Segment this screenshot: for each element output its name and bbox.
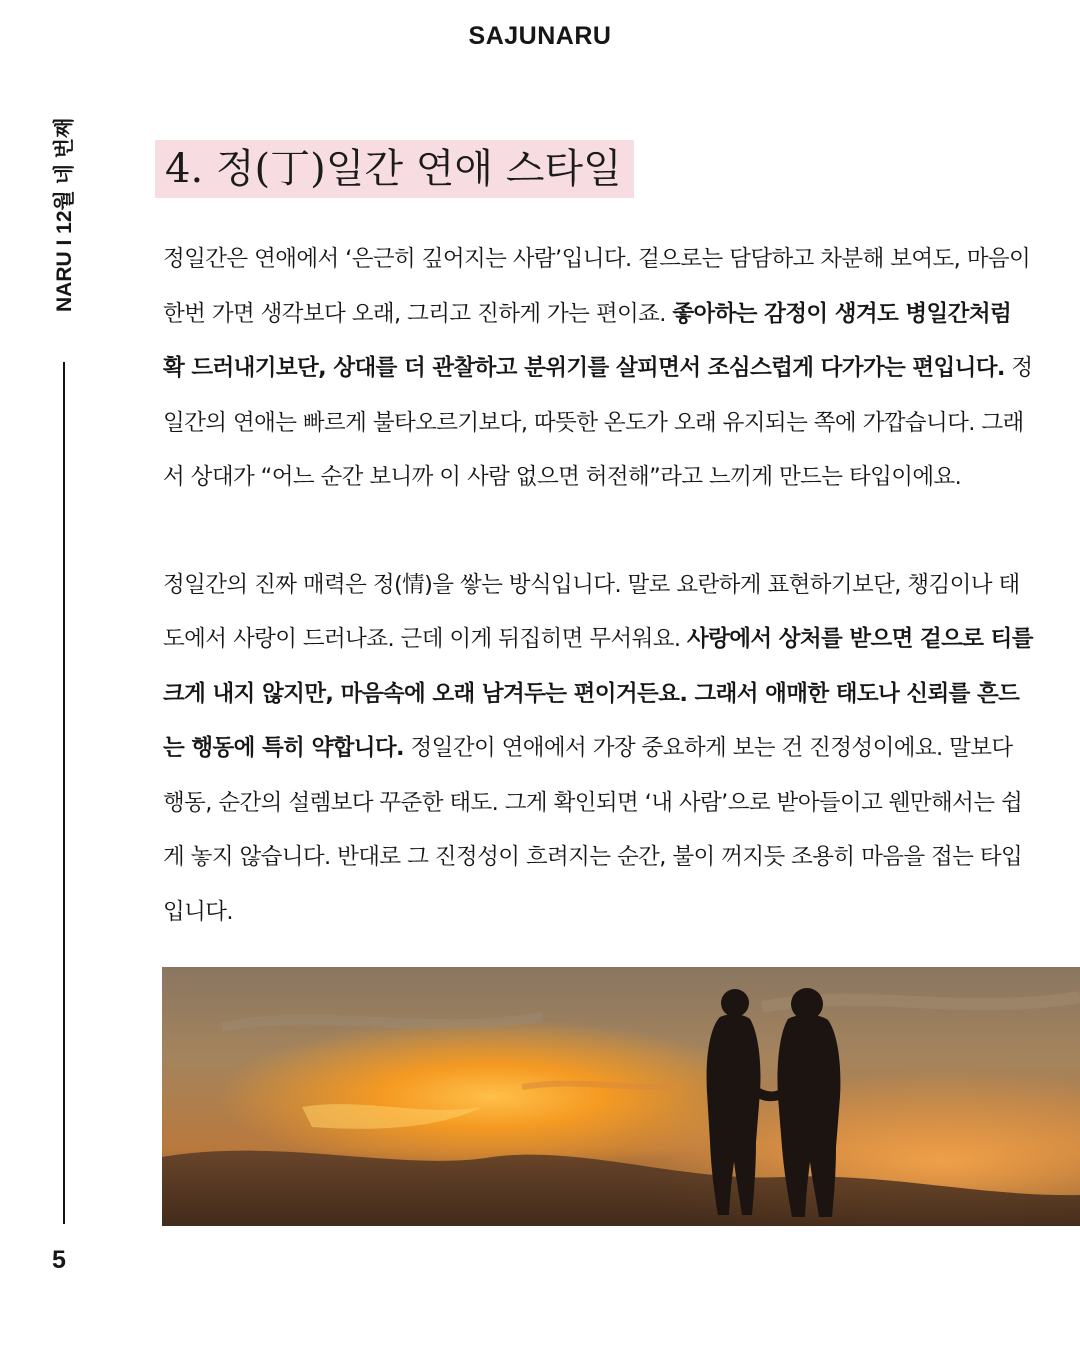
text-segment: 정일간이 연애에서 가장 중요하게 보는 건 진정성이에요. 말보다 행동, 순간의 설렘보다 꾸준한 태도. 그게 확인되면 ‘내 사람’으로 받아들이고 웬만해서는 쉽게 놓지 않습니다. 반대로 그 진정성이 흐려지는 순간, 불이 꺼지듯 조용히 마음을 접는 타입입니다. [163,735,1023,925]
text-segment: 정일간의 진짜 매력은 정(情)을 쌓는 방식입니다. 말로 요란하게 표현하기보단, 챙김이나 태도에서 사랑이 드러나죠. 근데 이게 뒤집히면 무서워요. [163,571,1020,652]
issue-label: NARU I 12월 네 번째 [53,117,76,312]
paragraph-1 [163,232,1033,505]
section-title: 4. 정(丁)일간 연애 스타일 [165,146,622,192]
side-divider [63,362,65,1224]
paragraph-2 [163,558,1033,940]
text-segment: 정일간은 연애에서 ‘은근히 깊어지는 사람’입니다. 겉으로는 담담하고 차분해 보여도, 마음이 한번 가면 생각보다 오래, 그리고 진하게 가는 편이죠. [163,246,1031,327]
article-body [163,232,1033,939]
emphasis-segment: 좋아하는 감정이 생겨도 병일간처럼 확 드러내기보단, 상대를 더 관찰하고 분위기를 살피면서 조심스럽게 다가가는 편입니다. [163,300,1012,381]
page-number: 5 [52,1246,66,1274]
sunset-couple-image [162,967,1080,1226]
emphasis-segment: 사랑에서 상처를 받으면 겉으로 티를 크게 내지 않지만, 마음속에 오래 남겨두는 편이거든요. 그래서 애매한 태도나 신뢰를 흔드는 행동에 특히 약합니다. [163,626,1033,761]
brand-header: SAJUNARU [468,22,612,50]
text-segment: 정일간의 연애는 빠르게 불타오르기보다, 따뜻한 온도가 오래 유지되는 쪽에 가깝습니다. 그래서 상대가 “어느 순간 보니까 이 사람 없으면 허전해”라고 느끼게 만드는 타입이에요. [163,355,1033,490]
title-highlight [155,140,634,198]
